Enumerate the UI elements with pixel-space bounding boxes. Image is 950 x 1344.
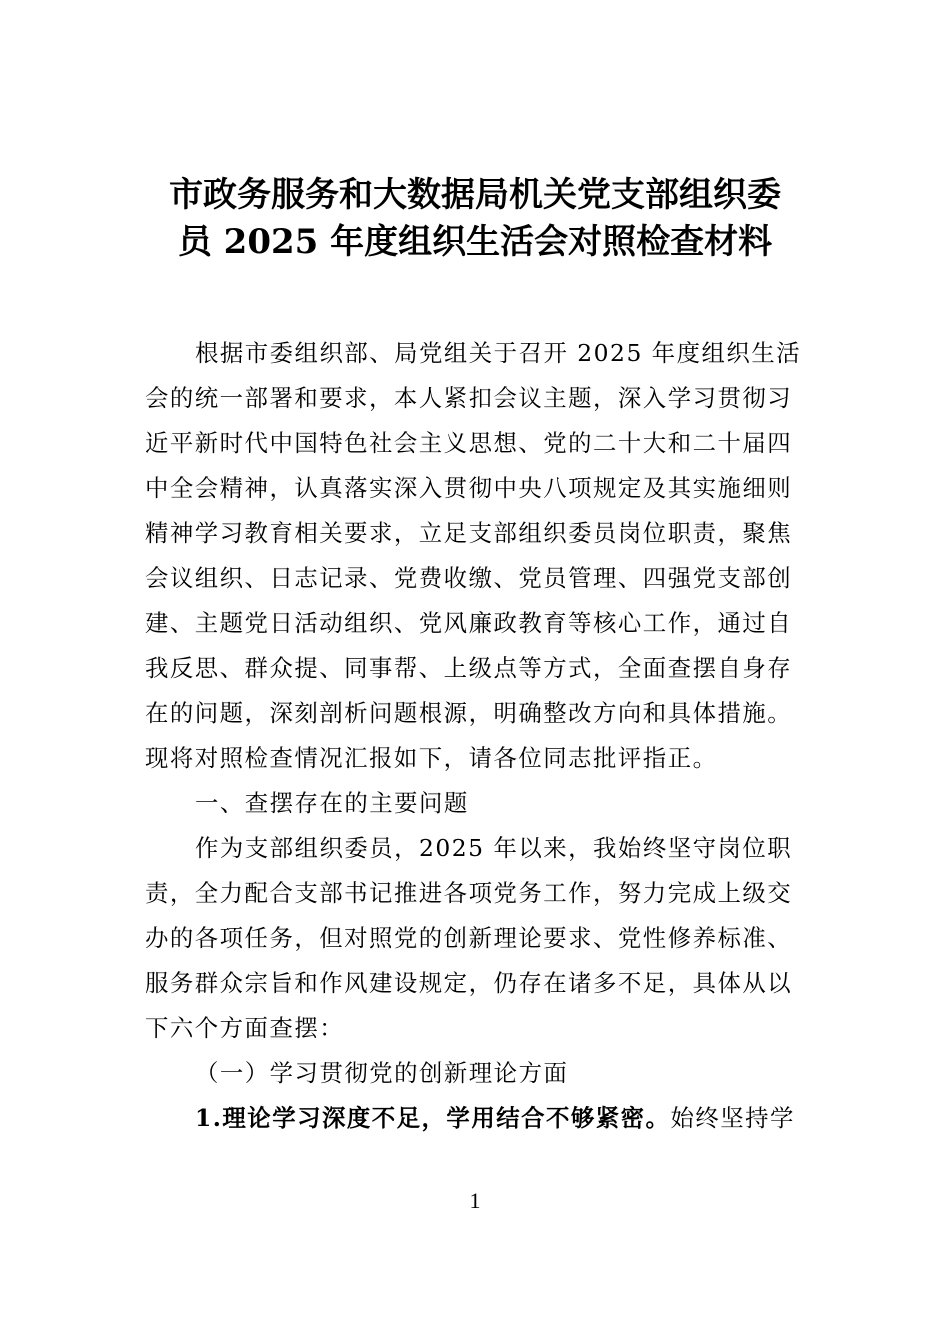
intro-line: 建、主题党日活动组织、党风廉政教育等核心工作，通过自: [145, 609, 793, 637]
intro-line: 近平新时代中国特色社会主义思想、党的二十大和二十届四: [145, 429, 793, 457]
section-line: 服务群众宗旨和作风建设规定，仍存在诸多不足，具体从以: [145, 969, 793, 997]
intro-line: 会议组织、日志记录、党费收缴、党员管理、四强党支部创: [145, 564, 793, 592]
section-line: 责，全力配合支部书记推进各项党务工作，努力完成上级交: [145, 879, 793, 907]
document-title-line-1: 市政务服务和大数据局机关党支部组织委: [169, 175, 781, 215]
intro-line: 在的问题，深刻剖析问题根源，明确整改方向和具体措施。: [145, 699, 793, 727]
intro-line: 我反思、群众提、同事帮、上级点等方式，全面查摆自身存: [145, 654, 793, 682]
intro-line: 现将对照检查情况汇报如下，请各位同志批评指正。: [145, 744, 718, 772]
section-line: 办的各项任务，但对照党的创新理论要求、党性修养标准、: [145, 924, 793, 952]
document-title-line-2: 员 2025 年度组织生活会对照检查材料: [177, 222, 773, 262]
item-line: [145, 1096, 805, 1141]
intro-line: 中全会精神，认真落实深入贯彻中央八项规定及其实施细则: [145, 474, 793, 502]
section-heading: 一、查摆存在的主要问题: [195, 789, 469, 817]
intro-line: 精神学习教育相关要求，立足支部组织委员岗位职责，聚焦: [145, 519, 793, 547]
item-text: 始终坚持学: [670, 1104, 795, 1132]
item-bold-heading: 1.理论学习深度不足，学用结合不够紧密。: [195, 1104, 671, 1132]
section-line: 下六个方面查摆：: [145, 1014, 345, 1042]
intro-line: 根据市委组织部、局党组关于召开 2025 年度组织生活: [195, 339, 802, 367]
subsection-heading: （一）学习贯彻党的创新理论方面: [195, 1059, 569, 1087]
intro-line: 会的统一部署和要求，本人紧扣会议主题，深入学习贯彻习: [145, 384, 793, 412]
section-line: 作为支部组织委员，2025 年以来，我始终坚守岗位职: [195, 834, 793, 862]
page-number: 1: [469, 1188, 481, 1213]
document-body: [145, 331, 805, 1141]
